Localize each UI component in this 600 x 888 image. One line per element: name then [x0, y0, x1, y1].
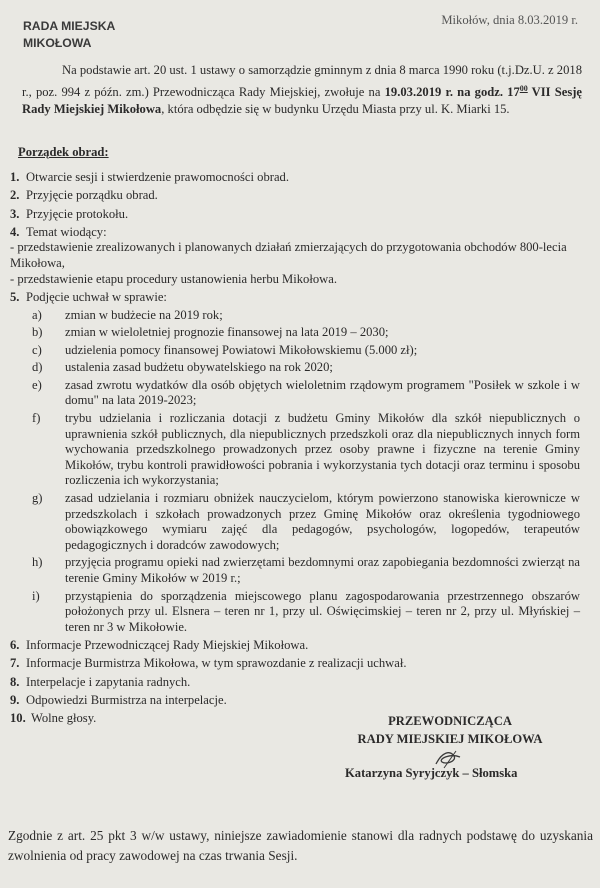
resolution-item [10, 308, 580, 324]
agenda-item-text: Informacje Burmistrza Mikołowa, w tym sprawozdanie z realizacji uchwał. [26, 656, 407, 671]
agenda-item [10, 170, 580, 186]
agenda-heading: Porządek obrad: [18, 145, 109, 159]
resolution-item [10, 378, 580, 409]
resolution-item [10, 411, 580, 489]
resolution-text: zmian w budżecie na 2019 rok; [65, 307, 223, 322]
agenda-item [10, 207, 580, 223]
resolution-letter: b ) [32, 325, 43, 341]
resolution-letter: c ) [32, 343, 42, 359]
resolution-item [10, 589, 580, 636]
agenda-subline: - przedstawienie etapu procedury ustanowienia herbu Mikołowa. [10, 271, 337, 286]
resolution-letter: f ) [32, 411, 40, 427]
agenda-item-text: Informacje Przewodniczącej Rady Miejskiej Mikołowa. [26, 638, 309, 653]
resolution-item [10, 325, 580, 341]
resolution-item [10, 360, 580, 376]
agenda-item-text: Temat wiodący: [26, 224, 107, 239]
signer-role-line-1: PRZEWODNICZĄCA [388, 714, 512, 728]
agenda-item-number: 2 . [10, 188, 19, 204]
intro-text-1: Na podstawie art. 20 ust. 1 ustawy o samorządzie gminnym z dnia 8 marca 1990 roku (t.j.Dz.U. z 2018 r., poz. 994 z późn. zm.) Przewodnicząca Rady Miejskiej, zwołuje na [22, 63, 582, 99]
resolution-letter: i ) [32, 589, 40, 605]
agenda-item-number: 5 . [10, 290, 19, 306]
agenda-item-number: 7 . [10, 656, 19, 672]
session-time-minutes: 00 [519, 83, 528, 93]
agenda-item [10, 290, 580, 635]
agenda-item-number: 3 . [10, 207, 19, 223]
intro-paragraph [22, 62, 582, 119]
agenda-list [10, 170, 580, 729]
signature-block [330, 712, 570, 748]
resolution-letter: a ) [32, 308, 42, 324]
resolution-text: przyjęcia programu opieki nad zwierzętami bezdomnymi oraz zapobiegania bezdomności zwierząt na terenie Gminy Mikołów w 2019 r.; [65, 555, 580, 585]
resolution-text: trybu udzielania i rozliczania dotacji z budżetu Gminy Mikołów dla szkół niepublicznych o uprawnienia szkół publicznych, dla niepublicznych przedszkoli oraz dla niepublicznych innych form wychowania przedszkolnego prowadzonych przez osoby prawne i fizyczne na terenie Gminy Mikołów, trybu kontroli prawidłowości pobrania i wykorzystania tych dotacji oraz terminu i sposobu rozliczenia ich wykorzystania; [65, 411, 580, 488]
resolution-text: przystąpienia do sporządzenia miejscowego planu zagospodarowania przestrzennego obszarów położonych przy ul. Elsnera – teren nr 1, przy ul. Oświęcimskiej – teren nr 2, przy ul. Młyńskiej – teren nr 3 w Mikołowie. [65, 588, 580, 634]
agenda-item-text: Podjęcie uchwał w sprawie: [26, 289, 167, 304]
issuer-header [23, 18, 115, 52]
agenda-item-text: Odpowiedzi Burmistrza na interpelacje. [26, 692, 227, 707]
resolution-item [10, 491, 580, 553]
signer-name: Katarzyna Syryjczyk – Słomska [345, 766, 518, 780]
agenda-item [10, 656, 580, 672]
agenda-subline: - przedstawienie zrealizowanych i planowanych działań zmierzających do przygotowania obchodów 800-lecia Mikołowa, [10, 240, 567, 271]
resolution-text: zasad zwrotu wydatków dla osób objętych wieloletnim rządowym programem "Posiłek w szkole i w domu" na lata 2019-2023; [65, 377, 580, 408]
agenda-item-number: 4 . [10, 225, 19, 241]
agenda-item-text: Przyjęcie porządku obrad. [26, 188, 158, 203]
agenda-item-text: Interpelacje i zapytania radnych. [26, 674, 191, 689]
signer-role-line-2: RADY MIEJSKIEJ MIKOŁOWA [357, 732, 543, 746]
resolution-item [10, 555, 580, 586]
issuer-line-1: RADA MIEJSKA [23, 19, 116, 33]
intro-text-2: , która odbędzie się w budynku Urzędu Miasta przy ul. K. Miarki 15. [161, 102, 510, 117]
resolution-letter: d ) [32, 360, 43, 376]
resolution-text: ustalenia zasad budżetu obywatelskiego na rok 2020; [65, 360, 333, 375]
agenda-item-text: Przyjęcie protokołu. [26, 206, 129, 221]
agenda-item [10, 225, 580, 287]
agenda-item-text: Otwarcie sesji i stwierdzenie prawomocności obrad. [26, 170, 289, 184]
resolution-text: udzielenia pomocy finansowej Powiatowi Mikołowskiemu (5.000 zł); [65, 342, 418, 357]
issuer-line-2: MIKOŁOWA [23, 36, 92, 50]
resolution-letter: h ) [32, 555, 43, 571]
resolution-list [10, 308, 580, 636]
agenda-item [10, 188, 580, 204]
agenda-item [10, 693, 580, 709]
resolution-letter: g ) [32, 491, 43, 507]
session-date: 19.03.2019 r. na godz. $17^{00}$ [384, 83, 528, 99]
agenda-item [10, 675, 580, 691]
resolution-letter: e ) [32, 378, 42, 394]
agenda-item-number: 10 . [10, 711, 26, 727]
place-date: Mikołów, dnia 8.03.2019 r. [441, 13, 578, 27]
agenda-item-number: 9 . [10, 693, 19, 709]
resolution-text: zasad udzielania i rozmiaru obniżek nauczycielom, którym powierzono stanowiska kierownicze w przedszkolach i szkołach prowadzonych przez Gminę Mikołów oraz określenia tygodniowego obowiązkowego wymiaru zajęć dla pedagogów, psychologów, logopedów, terapeutów pedagogicznych i doradców zawodowych; [65, 491, 580, 552]
agenda-item-number: 1 . [10, 170, 19, 186]
agenda-item-text: Wolne głosy. [31, 711, 97, 726]
session-name: VII Sesję Rady Miejskiej Mikołowa [22, 84, 583, 117]
agenda-item-number: 6 . [10, 638, 19, 654]
resolution-item [10, 343, 580, 359]
resolution-text: zmian w wieloletniej prognozie finansowej na lata 2019 – 2030; [65, 325, 389, 340]
agenda-item-number: 8 . [10, 675, 19, 691]
agenda-item [10, 638, 580, 654]
footer-note: Zgodnie z art. 25 pkt 3 w/w ustawy, niniejsze zawiadomienie stanowi dla radnych podstawę do uzyskania zwolnienia od pracy zawodowej na czas trwania Sesji. [8, 828, 593, 863]
